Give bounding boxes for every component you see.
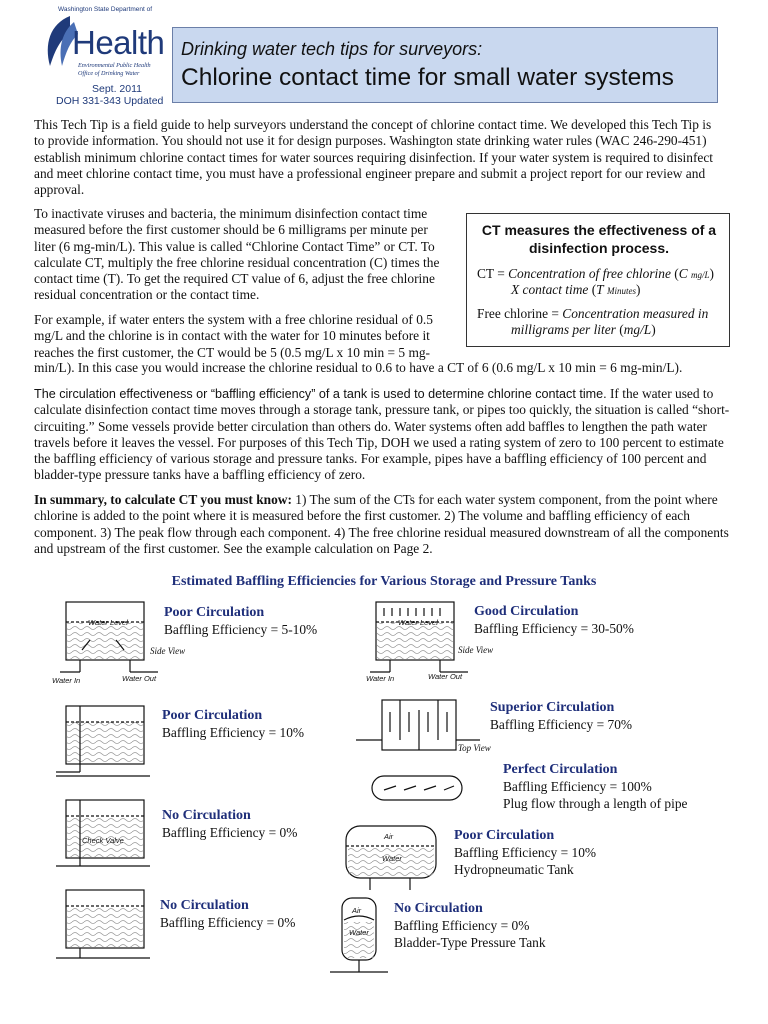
ct-formula-line2: X contact time (T Minutes) [511, 282, 641, 297]
item-7-desc2: Hydropneumatic Tank [454, 862, 574, 877]
item-9-desc2: Bladder-Type Pressure Tank [394, 935, 546, 950]
fc-label: Free chlorine = [477, 306, 563, 321]
item-8-label: No Circulation [160, 898, 249, 913]
logo-dept-text: Washington State Department of [58, 6, 153, 13]
baffling-rest: If the water used to calculate disinfection contact time moves through a storage tank, pressure tank, or pipes too quickly, the situation is called “short-circuiting.” Some vessels provide better circulation than others do. Water systems often add baffles to lengthen the path water travels before it leaves the vessel. For purposes of this Tech Tip, DOH we used a rating system of zero to 100 percent to estimate the baffling efficiency of various storage and pressure tanks. For example, pipes have a baffling efficiency of 100 percent and bladder-type pressure tanks have a baffling efficiency of zero. [34, 386, 730, 483]
fc-formula-line2: milligrams per liter (mg/L) [511, 322, 656, 337]
item-2-desc: Baffling Efficiency = 30-50% [474, 621, 634, 636]
item-1-view: Side View [150, 646, 186, 656]
item-7-desc: Baffling Efficiency = 10% [454, 845, 597, 860]
item-6-label: No Circulation [162, 808, 251, 823]
bladder-air-label: Air [352, 906, 362, 915]
logo-word: Health [72, 24, 165, 61]
summary-lead: In summary, to calculate CT you must know: [34, 492, 292, 507]
tank-standing-poor-icon [56, 706, 150, 776]
item-6-desc: Baffling Efficiency = 0% [162, 825, 298, 840]
figure-title: Estimated Baffling Efficiencies for Various Storage and Pressure Tanks [171, 574, 597, 589]
baffling-lead: The circulation effectiveness or “baffling efficiency” of a tank is used to determine chlorine contact time. [34, 387, 607, 401]
water-level-label-1: Water Level [88, 618, 128, 627]
ct-c: C [678, 266, 688, 281]
tank-side-good-icon [370, 602, 468, 672]
water-in-label-1: Water In [52, 676, 81, 685]
ct-label: CT = [477, 266, 509, 281]
publication-date: Sept. 2011 [92, 83, 143, 95]
water-out-label-1: Water Out [122, 674, 157, 683]
item-5-desc: Baffling Efficiency = 100% [503, 779, 652, 794]
ct-def1: Concentration of free chlorine [508, 266, 671, 281]
item-3-label: Poor Circulation [162, 708, 263, 723]
item-1-label: Poor Circulation [164, 605, 265, 620]
bladder-water-label: Water [349, 928, 369, 937]
ct-def2: X contact time [511, 282, 589, 297]
item-3-desc: Baffling Efficiency = 10% [162, 725, 305, 740]
fc-def2: milligrams per liter [511, 322, 616, 337]
item-9-desc: Baffling Efficiency = 0% [394, 918, 530, 933]
check-valve-label: Check Valve [82, 836, 124, 845]
item-4-view: Top View [458, 743, 491, 753]
logo-sub1: Environmental Public Health [78, 62, 151, 69]
item-1-desc: Baffling Efficiency = 5-10% [164, 622, 318, 637]
item-4-label: Superior Circulation [490, 700, 615, 715]
logo-sub2: Office of Drinking Water [78, 70, 140, 77]
item-8-desc: Baffling Efficiency = 0% [160, 915, 296, 930]
water-level-label-2: Water Level [398, 618, 438, 627]
tank-side-poor-icon [60, 602, 158, 672]
ct-t: T [596, 282, 604, 297]
water-out-label-2: Water Out [428, 672, 463, 681]
water-in-label-2: Water In [366, 674, 395, 683]
ct-t-sub: Minutes [606, 286, 636, 296]
item-4-desc: Baffling Efficiency = 70% [490, 717, 633, 732]
tank-no-circulation-valve-icon [56, 800, 150, 866]
item-7-label: Poor Circulation [454, 828, 555, 843]
hydro-air-label: Air [384, 832, 394, 841]
ct-c-sub: mg/L [691, 270, 710, 280]
intro-paragraph: This Tech Tip is a field guide to help surveyors understand the concept of chlorine contact time. We developed this Tech Tip is to provide information. You should not use it for design purposes. Washington state drinking water rules (WAC 246-290-451) establish minimum chlorine contact times for water sources requiring disinfection. If your water system is required to disinfect and meet chlorine contact time, you must have a professional engineer prepare and submit a project report for our review and approval. [34, 117, 714, 198]
hydro-water-label: Water [382, 854, 402, 863]
tank-no-circulation-icon [56, 890, 150, 958]
fc-def1: Concentration measured in [562, 306, 709, 321]
example-paragraph: For example, if water enters the system with a free chlorine residual of 0.5 mg/L and the chlorine is in contact with the water for 10 minutes before it reaches the first customer, the CT would be 5 (0.5 mg/L x 10 min = 5 mg- [34, 312, 433, 360]
item-2-view: Side View [458, 645, 494, 655]
item-2-label: Good Circulation [474, 604, 579, 619]
ct-formula-line1: CT = Concentration of free chlorine (C mg/L) [477, 266, 714, 281]
pipe-icon [372, 776, 462, 800]
page-title: Chlorine contact time for small water systems [181, 64, 674, 91]
item-5-label: Perfect Circulation [503, 762, 618, 777]
ct-paragraph: To inactivate viruses and bacteria, the minimum disinfection contact time measured before the first customer should be 6 milligrams per minute per liter (6 mg-min/L). This value is called “Chlorine Contact Time” or CT. To calculate CT, multiply the free chlorine residual concentration (C) times the contact time (T). To get the required CT value of 6, adjust the free chlorine residual concentration or the contact time. [34, 206, 440, 303]
summary-rest: 1) The sum of the CTs for each water system component, from the point where chlorine is added to the point where it is measured before the first customer. 2) The volume and baffling efficiency of each component. 3) The peak flow through each component. 4) The free chlorine residual measured downstream of all the components and upstream of the first customer. See the example calculation on Page 2. [34, 492, 729, 556]
item-5-desc2: Plug flow through a length of pipe [503, 796, 688, 811]
fc-unit: mg/L [623, 322, 652, 337]
example-paragraph-cont: min/L). In this case you would increase the chlorine residual to 0.6 to have a CT of 6 (0.6 mg/L x 10 min = 6 mg-min/L). [34, 360, 683, 375]
page-subtitle: Drinking water tech tips for surveyors: [181, 39, 483, 59]
item-9-label: No Circulation [394, 901, 483, 916]
document-number: DOH 331-343 Updated [56, 95, 164, 107]
ct-box-heading: CT measures the effectiveness of a disinfection process. [481, 222, 717, 256]
